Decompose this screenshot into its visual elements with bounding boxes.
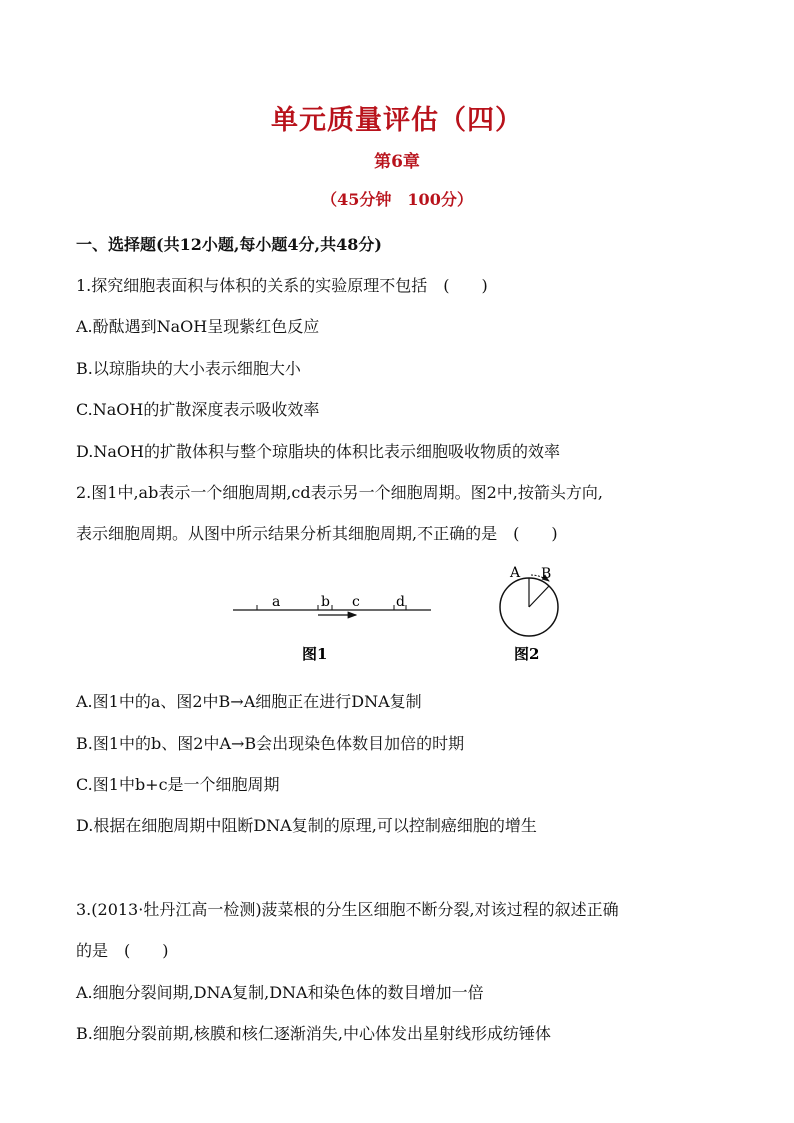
question-1-stem: 1.探究细胞表面积与体积的关系的实验原理不包括 ( ) <box>76 276 488 295</box>
question-3-option-a: A.细胞分裂间期,DNA复制,DNA和染色体的数目增加一倍 <box>76 983 484 1002</box>
figure-1 <box>233 594 431 663</box>
figure-2-caption: 图2 <box>514 645 540 663</box>
question-1-option-d: D.NaOH的扩散体积与整个琼脂块的体积比表示细胞吸收物质的效率 <box>76 442 560 461</box>
question-2-figures <box>0 556 794 666</box>
segment-label-d: d <box>396 594 405 610</box>
chapter-label: 第6章 <box>374 152 420 172</box>
figure-2 <box>500 565 558 663</box>
page-title: 单元质量评估（四） <box>271 105 523 136</box>
question-2-stem-line-2: 表示细胞周期。从图中所示结果分析其细胞周期,不正确的是 ( ) <box>76 524 558 543</box>
question-3-stem-line-2: 的是 ( ) <box>76 941 169 960</box>
section-heading: 一、选择题(共12小题,每小题4分,共48分) <box>76 235 382 254</box>
figures-svg <box>0 556 794 666</box>
point-label-b: B <box>541 566 552 582</box>
point-label-a: A <box>510 565 521 581</box>
question-1-option-a: A.酚酞遇到NaOH呈现紫红色反应 <box>76 317 320 336</box>
question-3-stem-line-1: 3.(2013·牡丹江高一检测)菠菜根的分生区细胞不断分裂,对该过程的叙述正确 <box>76 900 619 919</box>
figure-1-caption: 图1 <box>302 645 328 663</box>
question-1-option-b: B.以琼脂块的大小表示细胞大小 <box>76 359 301 378</box>
time-score-label: （45分钟 100分） <box>321 190 473 209</box>
question-2-option-d: D.根据在细胞周期中阻断DNA复制的原理,可以控制癌细胞的增生 <box>76 816 537 835</box>
segment-label-a: a <box>272 594 281 610</box>
question-2-option-a: A.图1中的a、图2中B→A细胞正在进行DNA复制 <box>76 692 422 711</box>
question-2-stem-line-1: 2.图1中,ab表示一个细胞周期,cd表示另一个细胞周期。图2中,按箭头方向, <box>76 483 603 502</box>
segment-label-c: c <box>352 594 360 610</box>
segment-label-b: b <box>321 594 330 610</box>
question-2-option-c: C.图1中b+c是一个细胞周期 <box>76 775 280 794</box>
question-2-option-b: B.图1中的b、图2中A→B会出现染色体数目加倍的时期 <box>76 734 465 753</box>
question-3-option-b: B.细胞分裂前期,核膜和核仁逐渐消失,中心体发出星射线形成纺锤体 <box>76 1024 552 1043</box>
question-1-option-c: C.NaOH的扩散深度表示吸收效率 <box>76 400 320 419</box>
radius-b <box>529 586 549 607</box>
